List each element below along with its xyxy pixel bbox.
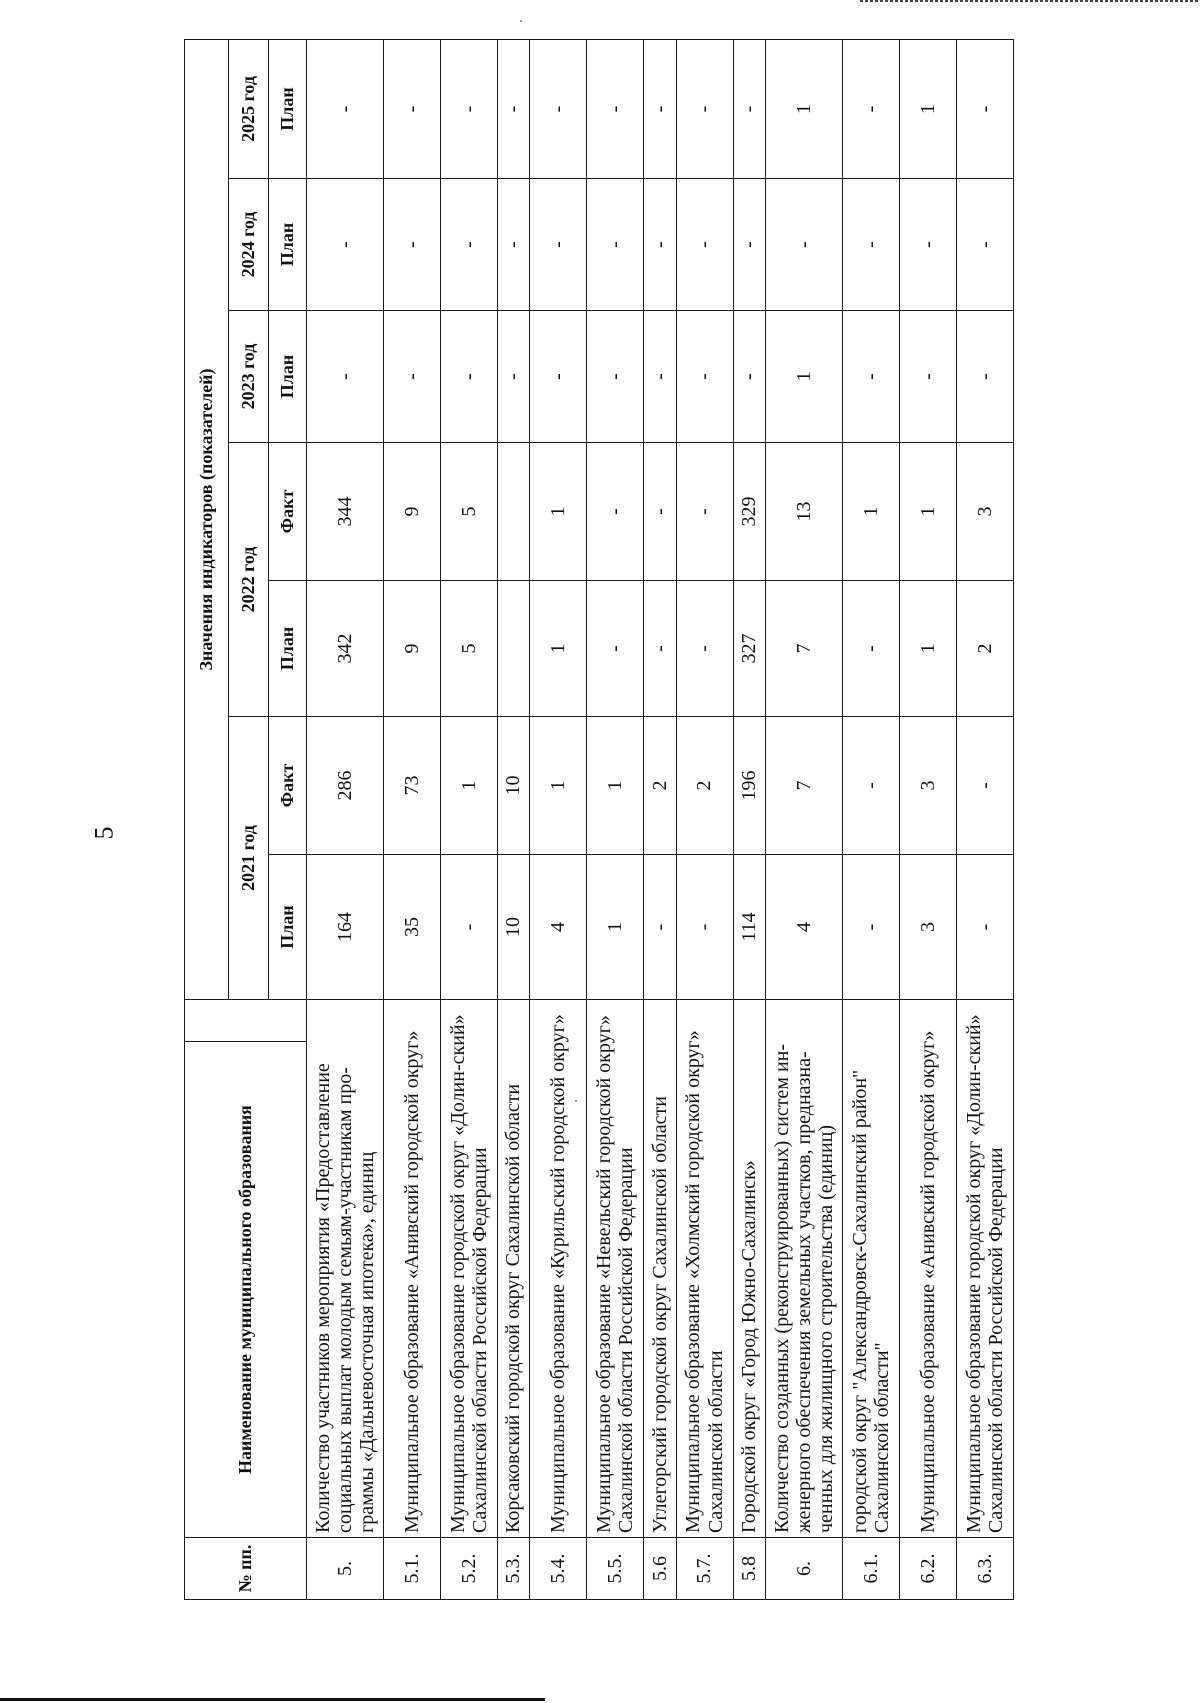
row-number: 6. (766, 1538, 843, 1600)
value-2024-plan: - (530, 179, 587, 311)
table-row (530, 39, 587, 1599)
header-blank-column (185, 1000, 307, 1042)
value-2024-plan: - (307, 179, 384, 311)
header-year-2024: 2024 год (229, 179, 269, 311)
value-2021-plan: 3 (900, 855, 957, 1000)
value-2022-fact: - (676, 443, 733, 581)
value-2025-plan: 1 (766, 39, 843, 178)
value-2024-plan: - (587, 179, 644, 311)
value-2023-plan: - (497, 311, 530, 443)
value-2021-plan: 10 (497, 855, 530, 1000)
value-2021-plan: 114 (733, 855, 766, 1000)
value-2022-fact: 13 (766, 443, 843, 581)
value-2023-plan: - (644, 311, 677, 443)
row-name: Корсаковский городской округ Сахалинской области (497, 1000, 530, 1538)
value-2025-plan: - (733, 39, 766, 178)
row-name: Муниципальное образование городской округ «Долин-ский» Сахалинской области Российской Федерации (441, 1000, 498, 1538)
header-2023-plan: План (269, 311, 307, 443)
row-name: Углегорский городской округ Сахалинской области (644, 1000, 677, 1538)
page-number: 5 (89, 826, 119, 840)
value-2024-plan: - (733, 179, 766, 311)
value-2024-plan: - (676, 179, 733, 311)
header-2021-fact: Факт (269, 717, 307, 855)
table-row (900, 39, 957, 1599)
value-2022-fact: 1 (843, 443, 900, 581)
value-2024-plan: - (497, 179, 530, 311)
header-name: Наименование муниципального образования (185, 1042, 307, 1538)
value-2022-fact: 3 (957, 443, 1014, 581)
row-number: 5. (307, 1538, 384, 1600)
value-2021-fact: 10 (497, 717, 530, 855)
table-row (441, 39, 498, 1599)
header-2022-plan: План (269, 581, 307, 717)
value-2022-plan: - (676, 581, 733, 717)
table-row (587, 39, 644, 1599)
value-2021-plan: 4 (766, 855, 843, 1000)
value-2022-fact: 9 (384, 443, 441, 581)
value-2023-plan: - (676, 311, 733, 443)
value-2022-fact (497, 443, 530, 581)
row-name: Муниципальное образование «Невельский городской округ» Сахалинской области Российской Федерации (587, 1000, 644, 1538)
row-name: городской округ "Александровск-Сахалинский район" Сахалинской области" (843, 1000, 900, 1538)
indicators-table (184, 39, 1014, 1600)
value-2025-plan: 1 (900, 39, 957, 178)
value-2025-plan: - (497, 39, 530, 178)
scan-edge-top (860, 0, 1200, 2)
row-name: Муниципальное образование «Холмский городской округ» Сахалинской области (676, 1000, 733, 1538)
value-2022-plan: 1 (530, 581, 587, 717)
value-2025-plan: - (843, 39, 900, 178)
value-2025-plan: - (676, 39, 733, 178)
value-2022-fact: 344 (307, 443, 384, 581)
row-number: 6.2. (900, 1538, 957, 1600)
value-2022-fact: - (644, 443, 677, 581)
row-name: Городской округ «Город Южно-Сахалинск» (733, 1000, 766, 1538)
row-name: Муниципальное образование «Курильский городской округ» (530, 1000, 587, 1538)
value-2023-plan: - (843, 311, 900, 443)
value-2021-fact: 7 (766, 717, 843, 855)
value-2025-plan: - (384, 39, 441, 178)
row-number: 5.1. (384, 1538, 441, 1600)
value-2021-fact: - (957, 717, 1014, 855)
value-2022-plan: - (644, 581, 677, 717)
value-2021-plan: - (676, 855, 733, 1000)
value-2021-fact: 196 (733, 717, 766, 855)
row-number: 5.2. (441, 1538, 498, 1600)
scan-edge-bottom (0, 1698, 545, 1701)
header-2024-plan: План (269, 179, 307, 311)
value-2022-plan: - (843, 581, 900, 717)
value-2022-fact: 1 (900, 443, 957, 581)
table-row (676, 39, 733, 1599)
value-2024-plan: - (900, 179, 957, 311)
value-2023-plan: - (587, 311, 644, 443)
value-2025-plan: - (307, 39, 384, 178)
header-2022-fact: Факт (269, 443, 307, 581)
row-name: Муниципальное образование «Анивский городской округ» (900, 1000, 957, 1538)
table-row (766, 39, 843, 1599)
value-2021-plan: 4 (530, 855, 587, 1000)
value-2025-plan: - (644, 39, 677, 178)
header-year-2022: 2022 год (229, 443, 269, 717)
value-2021-fact: 1 (587, 717, 644, 855)
value-2022-plan: 342 (307, 581, 384, 717)
table-row (843, 39, 900, 1599)
table-row (644, 39, 677, 1599)
value-2022-plan: 7 (766, 581, 843, 717)
table-body (307, 39, 1014, 1599)
value-2022-plan: 327 (733, 581, 766, 717)
row-number: 6.1. (843, 1538, 900, 1600)
value-2022-plan: 1 (900, 581, 957, 717)
value-2021-plan: - (843, 855, 900, 1000)
value-2021-fact: - (843, 717, 900, 855)
value-2022-plan: 5 (441, 581, 498, 717)
row-name: Муниципальное образование городской округ «Долин-ский» Сахалинской области Российской Федерации (957, 1000, 1014, 1538)
value-2023-plan: - (384, 311, 441, 443)
value-2023-plan: - (441, 311, 498, 443)
rotated-table-wrapper (184, 76, 1014, 1600)
row-number: 5.4. (530, 1538, 587, 1600)
value-2025-plan: - (957, 39, 1014, 178)
value-2021-fact: 2 (676, 717, 733, 855)
row-number: 5.8 (733, 1538, 766, 1600)
header-number: № пп. (185, 1538, 307, 1600)
row-name: Количество участников мероприятия «Предоставление социальных выплат молодым семьям-участникам про-граммы «Дальневосточная ипотека», единиц (307, 1000, 384, 1538)
value-2023-plan: - (733, 311, 766, 443)
header-year-2021: 2021 год (229, 717, 269, 1000)
row-number: 6.3. (957, 1538, 1014, 1600)
value-2024-plan: - (766, 179, 843, 311)
value-2023-plan: - (307, 311, 384, 443)
scan-speck (520, 20, 522, 22)
header-2021-plan: План (269, 855, 307, 1000)
value-2022-plan: - (587, 581, 644, 717)
value-2024-plan: - (843, 179, 900, 311)
row-name: Количество созданных (реконструированных) систем ин-женерного обеспечения земельных участков, предназна-ченных для жилищного строительства (единиц) (766, 1000, 843, 1538)
header-2025-plan: План (269, 39, 307, 178)
row-number: 5.5. (587, 1538, 644, 1600)
value-2024-plan: - (384, 179, 441, 311)
header-year-2025: 2025 год (229, 39, 269, 178)
value-2021-fact: 1 (441, 717, 498, 855)
value-2022-fact: 1 (530, 443, 587, 581)
value-2022-plan (497, 581, 530, 717)
value-2022-fact: 5 (441, 443, 498, 581)
header-values-group: Значения индикаторов (показателей) (185, 39, 229, 999)
row-number: 5.6 (644, 1538, 677, 1600)
value-2021-fact: 73 (384, 717, 441, 855)
row-name: Муниципальное образование «Анивский городской округ» (384, 1000, 441, 1538)
value-2022-plan: 9 (384, 581, 441, 717)
value-2021-plan: 1 (587, 855, 644, 1000)
value-2024-plan: - (441, 179, 498, 311)
row-number: 5.7. (676, 1538, 733, 1600)
value-2025-plan: - (587, 39, 644, 178)
value-2023-plan: - (957, 311, 1014, 443)
value-2023-plan: - (530, 311, 587, 443)
table-row (384, 39, 441, 1599)
table-row (307, 39, 384, 1599)
value-2021-fact: 3 (900, 717, 957, 855)
value-2021-plan: - (441, 855, 498, 1000)
value-2024-plan: - (644, 179, 677, 311)
header-year-2023: 2023 год (229, 311, 269, 443)
table-row (957, 39, 1014, 1599)
value-2023-plan: - (900, 311, 957, 443)
value-2021-plan: 164 (307, 855, 384, 1000)
value-2024-plan: - (957, 179, 1014, 311)
value-2025-plan: - (530, 39, 587, 178)
value-2021-fact: 286 (307, 717, 384, 855)
value-2021-fact: 1 (530, 717, 587, 855)
value-2021-plan: - (957, 855, 1014, 1000)
value-2021-fact: 2 (644, 717, 677, 855)
value-2022-fact: 329 (733, 443, 766, 581)
table-row (733, 39, 766, 1599)
table-row (497, 39, 530, 1599)
value-2025-plan: - (441, 39, 498, 178)
value-2022-plan: 2 (957, 581, 1014, 717)
value-2023-plan: 1 (766, 311, 843, 443)
value-2022-fact: - (587, 443, 644, 581)
row-number: 5.3. (497, 1538, 530, 1600)
value-2021-plan: 35 (384, 855, 441, 1000)
value-2021-plan: - (644, 855, 677, 1000)
